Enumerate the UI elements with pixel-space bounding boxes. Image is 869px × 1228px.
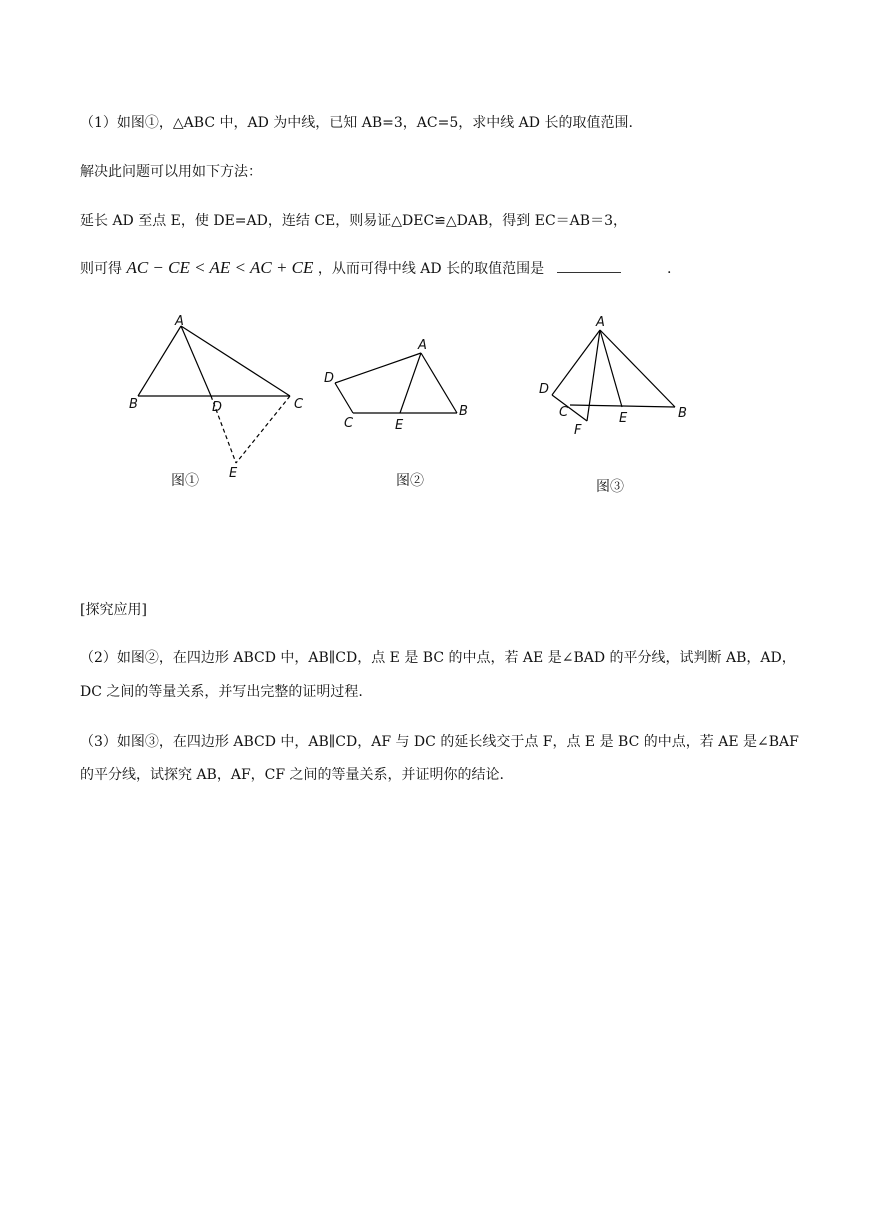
fig3-point-e: E (619, 411, 628, 426)
segment-ce-dashed (236, 396, 290, 463)
fig1-point-d: D (212, 400, 223, 415)
segment-ac (181, 326, 290, 396)
problem3-line2: 的平分线，试探究 AB，AF，CF 之间的等量关系，并证明你的结论. (80, 767, 504, 783)
figure-1 (138, 326, 290, 463)
fig3-point-d: D (539, 382, 550, 397)
segment-ab (138, 326, 181, 396)
fig1-point-a: A (175, 314, 184, 329)
segment-da (335, 353, 421, 383)
fig3-point-c: C (559, 405, 569, 420)
figure-2 (335, 353, 457, 413)
fig2-point-a: A (418, 338, 427, 353)
fig2-point-c: C (344, 416, 354, 431)
segment-ad (181, 326, 211, 396)
segment-ab (421, 353, 457, 413)
inequality-formula: AC − CE < AE < AC + CE (126, 258, 314, 277)
fig2-point-d: D (324, 371, 335, 386)
problem2-line1: （2）如图②，在四边形 ABCD 中，AB∥CD，点 E 是 BC 的中点，若 AE 是∠BAD 的平分线，试判断 AB，AD， (80, 650, 796, 666)
fig3-point-a: A (596, 315, 605, 330)
problem2-line2: DC 之间的等量关系，并写出完整的证明过程. (80, 684, 363, 700)
problem1-line4-end: . (667, 261, 672, 277)
fig3-point-b: B (678, 406, 687, 421)
figure-3 (552, 330, 675, 421)
problem1-line2: 解决此问题可以用如下方法： (80, 164, 262, 180)
fig1-point-e: E (229, 466, 238, 481)
segment-df (552, 395, 587, 421)
fig1-point-b: B (129, 397, 138, 412)
fig3-point-f: F (574, 423, 582, 438)
problem1-line3: 延长 AD 至点 E，使 DE=AD，连结 CE，则易证△DEC≌△DAB，得到 EC＝AB＝3， (80, 213, 627, 229)
fig2-point-b: B (459, 404, 468, 419)
problem1-line4-suffix: ，从而可得中线 AD 长的取值范围是 (317, 261, 545, 277)
problem3-line1: （3）如图③，在四边形 ABCD 中，AB∥CD，AF 与 DC 的延长线交于点 F，点 E 是 BC 的中点，若 AE 是∠BAF (80, 734, 799, 750)
fig2-point-e: E (395, 418, 404, 433)
fig3-caption: 图③ (596, 479, 624, 495)
problem1-line1: （1）如图①，△ABC 中，AD 为中线，已知 AB=3，AC=5，求中线 AD 长的取值范围. (80, 115, 633, 131)
problem1-line4-prefix: 则可得 (80, 261, 122, 277)
segment-af (587, 330, 600, 421)
fig1-caption: 图① (171, 473, 199, 489)
fig1-point-c: C (294, 397, 304, 412)
fig2-caption: 图② (396, 473, 424, 489)
segment-ad (552, 330, 600, 395)
segment-ae (400, 353, 421, 413)
section-title: [探究应用] (80, 602, 147, 618)
segment-dc (335, 383, 353, 413)
